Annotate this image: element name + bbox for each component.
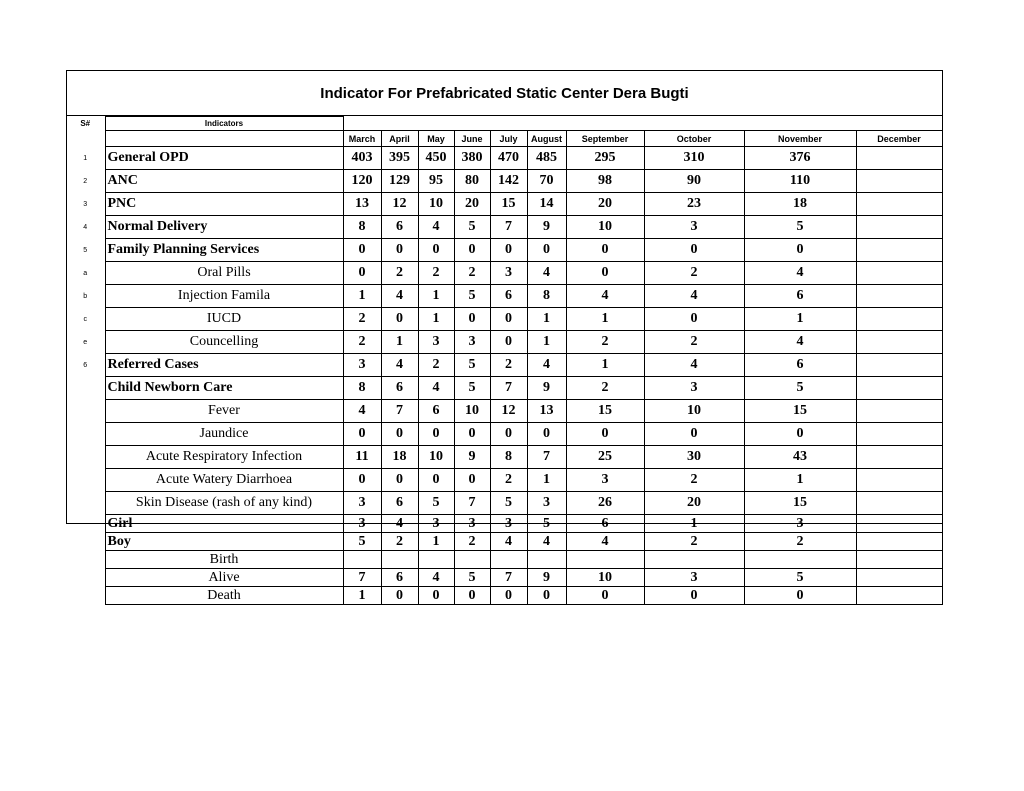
value-cell: 1: [527, 308, 566, 331]
row-serial: 1: [83, 154, 88, 162]
value-cell: 0: [454, 308, 490, 331]
value-cell: 0: [454, 587, 490, 605]
value-cell: [856, 446, 942, 469]
header-row-top: [66, 117, 942, 131]
value-cell: 15: [744, 400, 856, 423]
value-cell: 10: [418, 193, 454, 216]
value-cell: [566, 551, 644, 569]
indicators-header-blank: [105, 131, 343, 147]
indicator-label: Birth: [105, 551, 343, 569]
header-spacer: [343, 117, 942, 131]
value-cell: 6: [490, 285, 527, 308]
value-cell: [856, 569, 942, 587]
value-cell: 0: [418, 469, 454, 492]
value-cell: 0: [343, 469, 381, 492]
value-cell: 20: [454, 193, 490, 216]
value-cell: 9: [454, 446, 490, 469]
value-cell: 3: [343, 515, 381, 533]
value-cell: 1: [527, 469, 566, 492]
value-cell: 5: [343, 533, 381, 551]
value-cell: 7: [343, 569, 381, 587]
indicator-label: Fever: [105, 400, 343, 423]
value-cell: 295: [566, 147, 644, 170]
value-cell: 70: [527, 170, 566, 193]
value-cell: 7: [490, 216, 527, 239]
value-cell: 4: [418, 216, 454, 239]
value-cell: 1: [566, 308, 644, 331]
table-row: [66, 515, 942, 533]
value-cell: 11: [343, 446, 381, 469]
value-cell: 9: [527, 216, 566, 239]
value-cell: 0: [644, 423, 744, 446]
value-cell: 7: [381, 400, 418, 423]
value-cell: 8: [343, 216, 381, 239]
value-cell: 1: [418, 285, 454, 308]
value-cell: 5: [454, 216, 490, 239]
value-cell: [856, 285, 942, 308]
value-cell: 5: [418, 492, 454, 515]
value-cell: 15: [566, 400, 644, 423]
table-row: [66, 423, 942, 446]
value-cell: [856, 354, 942, 377]
value-cell: 6: [418, 400, 454, 423]
value-cell: 2: [454, 533, 490, 551]
row-serial: [66, 587, 105, 605]
value-cell: 4: [744, 331, 856, 354]
indicator-label: Skin Disease (rash of any kind): [105, 492, 343, 515]
value-cell: 4: [381, 515, 418, 533]
indicators-header: Indicators: [105, 117, 343, 131]
table-row: [66, 147, 942, 170]
value-cell: 110: [744, 170, 856, 193]
indicator-label: Family Planning Services: [105, 239, 343, 262]
month-header: November: [744, 131, 856, 147]
value-cell: 13: [343, 193, 381, 216]
table-row: [66, 262, 942, 285]
value-cell: 2: [644, 331, 744, 354]
value-cell: 4: [527, 262, 566, 285]
value-cell: 2: [381, 533, 418, 551]
value-cell: 6: [381, 492, 418, 515]
value-cell: 6: [566, 515, 644, 533]
value-cell: 80: [454, 170, 490, 193]
value-cell: 3: [343, 492, 381, 515]
value-cell: 3: [490, 515, 527, 533]
value-cell: 0: [454, 423, 490, 446]
value-cell: [527, 551, 566, 569]
value-cell: 120: [343, 170, 381, 193]
value-cell: 403: [343, 147, 381, 170]
value-cell: [856, 331, 942, 354]
value-cell: 0: [490, 308, 527, 331]
value-cell: 95: [418, 170, 454, 193]
value-cell: [744, 551, 856, 569]
value-cell: 10: [418, 446, 454, 469]
value-cell: [856, 308, 942, 331]
value-cell: 4: [418, 569, 454, 587]
indicator-label: Injection Famila: [105, 285, 343, 308]
indicator-label: PNC: [105, 193, 343, 216]
value-cell: 450: [418, 147, 454, 170]
value-cell: 2: [381, 262, 418, 285]
indicator-label: Girl: [105, 515, 343, 533]
value-cell: 2: [490, 469, 527, 492]
value-cell: 5: [744, 216, 856, 239]
value-cell: 0: [527, 239, 566, 262]
value-cell: [856, 533, 942, 551]
value-cell: 0: [644, 239, 744, 262]
value-cell: 0: [566, 239, 644, 262]
value-cell: 4: [527, 354, 566, 377]
table-row: [66, 377, 942, 400]
value-cell: 0: [490, 423, 527, 446]
value-cell: 4: [381, 285, 418, 308]
value-cell: 0: [381, 239, 418, 262]
value-cell: 1: [744, 308, 856, 331]
table-row: [66, 492, 942, 515]
value-cell: 0: [527, 587, 566, 605]
value-cell: [856, 515, 942, 533]
table-row: [66, 308, 942, 331]
value-cell: 26: [566, 492, 644, 515]
value-cell: 1: [566, 354, 644, 377]
value-cell: 3: [490, 262, 527, 285]
value-cell: 4: [490, 533, 527, 551]
value-cell: [856, 423, 942, 446]
value-cell: 0: [381, 423, 418, 446]
indicator-table: [66, 116, 943, 605]
value-cell: 2: [644, 469, 744, 492]
value-cell: [856, 216, 942, 239]
value-cell: 20: [566, 193, 644, 216]
row-serial: [66, 515, 105, 533]
value-cell: 14: [527, 193, 566, 216]
value-cell: 9: [527, 569, 566, 587]
value-cell: 0: [418, 239, 454, 262]
value-cell: 10: [454, 400, 490, 423]
value-cell: [856, 170, 942, 193]
table-row: [66, 331, 942, 354]
indicator-label: Acute Watery Diarrhoea: [105, 469, 343, 492]
value-cell: 43: [744, 446, 856, 469]
value-cell: 6: [381, 569, 418, 587]
month-header: March: [343, 131, 381, 147]
value-cell: 0: [454, 469, 490, 492]
value-cell: 1: [527, 331, 566, 354]
value-cell: 0: [644, 587, 744, 605]
table-row: [66, 239, 942, 262]
value-cell: 12: [381, 193, 418, 216]
row-serial: 2: [83, 177, 88, 185]
value-cell: [856, 239, 942, 262]
value-cell: [644, 551, 744, 569]
value-cell: 7: [454, 492, 490, 515]
indicator-label: Child Newborn Care: [105, 377, 343, 400]
row-serial: 4: [83, 223, 88, 231]
month-header: July: [490, 131, 527, 147]
value-cell: 6: [381, 216, 418, 239]
row-serial: 6: [83, 361, 88, 369]
row-serial: [66, 492, 105, 515]
value-cell: 0: [343, 239, 381, 262]
value-cell: 3: [527, 492, 566, 515]
value-cell: 9: [527, 377, 566, 400]
value-cell: 6: [381, 377, 418, 400]
sn-header-blank: [66, 131, 105, 147]
value-cell: 0: [644, 308, 744, 331]
value-cell: 0: [490, 239, 527, 262]
value-cell: 2: [644, 262, 744, 285]
value-cell: 6: [744, 285, 856, 308]
value-cell: 8: [490, 446, 527, 469]
value-cell: 25: [566, 446, 644, 469]
value-cell: 12: [490, 400, 527, 423]
value-cell: 98: [566, 170, 644, 193]
value-cell: 1: [644, 515, 744, 533]
value-cell: 0: [566, 587, 644, 605]
value-cell: 0: [418, 587, 454, 605]
row-serial: a: [83, 269, 88, 277]
value-cell: 5: [744, 377, 856, 400]
value-cell: 23: [644, 193, 744, 216]
value-cell: 15: [490, 193, 527, 216]
table-body: [66, 117, 942, 605]
value-cell: 2: [418, 262, 454, 285]
value-cell: 3: [744, 515, 856, 533]
table-row: [66, 551, 942, 569]
value-cell: 4: [418, 377, 454, 400]
value-cell: 1: [418, 533, 454, 551]
value-cell: [856, 469, 942, 492]
value-cell: 8: [343, 377, 381, 400]
indicator-label: Boy: [105, 533, 343, 551]
value-cell: 4: [527, 533, 566, 551]
value-cell: 2: [744, 533, 856, 551]
header-row-months: [66, 131, 942, 147]
value-cell: 395: [381, 147, 418, 170]
indicator-label: Alive: [105, 569, 343, 587]
value-cell: 0: [490, 331, 527, 354]
table-row: [66, 587, 942, 605]
month-header: June: [454, 131, 490, 147]
value-cell: 3: [343, 354, 381, 377]
value-cell: 470: [490, 147, 527, 170]
value-cell: 8: [527, 285, 566, 308]
value-cell: [856, 377, 942, 400]
indicator-label: Referred Cases: [105, 354, 343, 377]
table-row: [66, 400, 942, 423]
value-cell: 20: [644, 492, 744, 515]
month-header: September: [566, 131, 644, 147]
row-serial: b: [83, 292, 88, 300]
value-cell: 380: [454, 147, 490, 170]
value-cell: 4: [343, 400, 381, 423]
value-cell: 18: [744, 193, 856, 216]
table-row: [66, 469, 942, 492]
row-serial: c: [83, 315, 87, 323]
value-cell: 4: [381, 354, 418, 377]
value-cell: 0: [744, 587, 856, 605]
table-row: [66, 170, 942, 193]
indicator-label: General OPD: [105, 147, 343, 170]
value-cell: 13: [527, 400, 566, 423]
value-cell: 0: [744, 423, 856, 446]
value-cell: 5: [527, 515, 566, 533]
row-serial: [66, 400, 105, 423]
value-cell: 7: [490, 569, 527, 587]
value-cell: [856, 492, 942, 515]
value-cell: 3: [454, 331, 490, 354]
value-cell: [343, 551, 381, 569]
row-serial: 3: [83, 200, 88, 208]
month-header: April: [381, 131, 418, 147]
value-cell: 7: [490, 377, 527, 400]
indicator-label: Oral Pills: [105, 262, 343, 285]
value-cell: 0: [744, 239, 856, 262]
row-serial: [66, 446, 105, 469]
value-cell: 5: [744, 569, 856, 587]
indicator-label: ANC: [105, 170, 343, 193]
value-cell: 0: [566, 262, 644, 285]
value-cell: 15: [744, 492, 856, 515]
row-serial: 5: [83, 246, 88, 254]
table-row: [66, 285, 942, 308]
value-cell: 3: [418, 515, 454, 533]
value-cell: 5: [454, 377, 490, 400]
value-cell: [856, 587, 942, 605]
value-cell: 2: [644, 533, 744, 551]
value-cell: 4: [744, 262, 856, 285]
value-cell: 5: [454, 285, 490, 308]
indicator-label: Death: [105, 587, 343, 605]
month-header: May: [418, 131, 454, 147]
table-row: [66, 446, 942, 469]
indicator-label: IUCD: [105, 308, 343, 331]
value-cell: 2: [418, 354, 454, 377]
value-cell: 1: [381, 331, 418, 354]
value-cell: 310: [644, 147, 744, 170]
value-cell: 4: [566, 285, 644, 308]
value-cell: 10: [644, 400, 744, 423]
value-cell: 1: [343, 587, 381, 605]
value-cell: 5: [454, 354, 490, 377]
value-cell: [418, 551, 454, 569]
value-cell: 5: [490, 492, 527, 515]
value-cell: 2: [454, 262, 490, 285]
value-cell: 10: [566, 216, 644, 239]
month-header: August: [527, 131, 566, 147]
value-cell: 3: [644, 216, 744, 239]
value-cell: 2: [343, 308, 381, 331]
value-cell: [856, 551, 942, 569]
value-cell: 3: [454, 515, 490, 533]
value-cell: 6: [744, 354, 856, 377]
table-row: [66, 193, 942, 216]
value-cell: 10: [566, 569, 644, 587]
value-cell: 4: [566, 533, 644, 551]
row-serial: [66, 377, 105, 400]
value-cell: [856, 400, 942, 423]
value-cell: 2: [566, 331, 644, 354]
value-cell: 7: [527, 446, 566, 469]
indicator-label: Jaundice: [105, 423, 343, 446]
month-header: October: [644, 131, 744, 147]
row-serial: [66, 469, 105, 492]
value-cell: [490, 551, 527, 569]
value-cell: [856, 147, 942, 170]
value-cell: [454, 551, 490, 569]
value-cell: 0: [381, 308, 418, 331]
value-cell: 3: [644, 377, 744, 400]
row-serial: [66, 423, 105, 446]
value-cell: 2: [490, 354, 527, 377]
value-cell: 5: [454, 569, 490, 587]
indicator-label: Councelling: [105, 331, 343, 354]
row-serial: e: [83, 338, 88, 346]
value-cell: 4: [644, 354, 744, 377]
value-cell: [856, 193, 942, 216]
value-cell: 3: [644, 569, 744, 587]
value-cell: 0: [381, 587, 418, 605]
value-cell: 1: [418, 308, 454, 331]
value-cell: 376: [744, 147, 856, 170]
value-cell: [856, 262, 942, 285]
table-row: [66, 216, 942, 239]
row-serial: [66, 569, 105, 587]
value-cell: 0: [566, 423, 644, 446]
value-cell: 3: [418, 331, 454, 354]
value-cell: 18: [381, 446, 418, 469]
value-cell: 0: [490, 587, 527, 605]
value-cell: 2: [343, 331, 381, 354]
indicator-label: Acute Respiratory Infection: [105, 446, 343, 469]
page-title: Indicator For Prefabricated Static Center Dera Bugti: [320, 85, 689, 102]
value-cell: 90: [644, 170, 744, 193]
value-cell: 129: [381, 170, 418, 193]
value-cell: 4: [644, 285, 744, 308]
value-cell: 0: [527, 423, 566, 446]
value-cell: [381, 551, 418, 569]
table-row: [66, 354, 942, 377]
value-cell: 0: [343, 423, 381, 446]
indicator-label: Normal Delivery: [105, 216, 343, 239]
value-cell: 3: [566, 469, 644, 492]
value-cell: 485: [527, 147, 566, 170]
value-cell: 0: [454, 239, 490, 262]
sn-header: S#: [80, 119, 91, 128]
row-serial: [66, 533, 105, 551]
value-cell: 2: [566, 377, 644, 400]
value-cell: 1: [343, 285, 381, 308]
value-cell: 0: [418, 423, 454, 446]
value-cell: 0: [381, 469, 418, 492]
table-row: [66, 533, 942, 551]
value-cell: 30: [644, 446, 744, 469]
value-cell: 1: [744, 469, 856, 492]
row-serial: [66, 551, 105, 569]
value-cell: 142: [490, 170, 527, 193]
month-header: December: [856, 131, 942, 147]
value-cell: 0: [343, 262, 381, 285]
table-row: [66, 569, 942, 587]
